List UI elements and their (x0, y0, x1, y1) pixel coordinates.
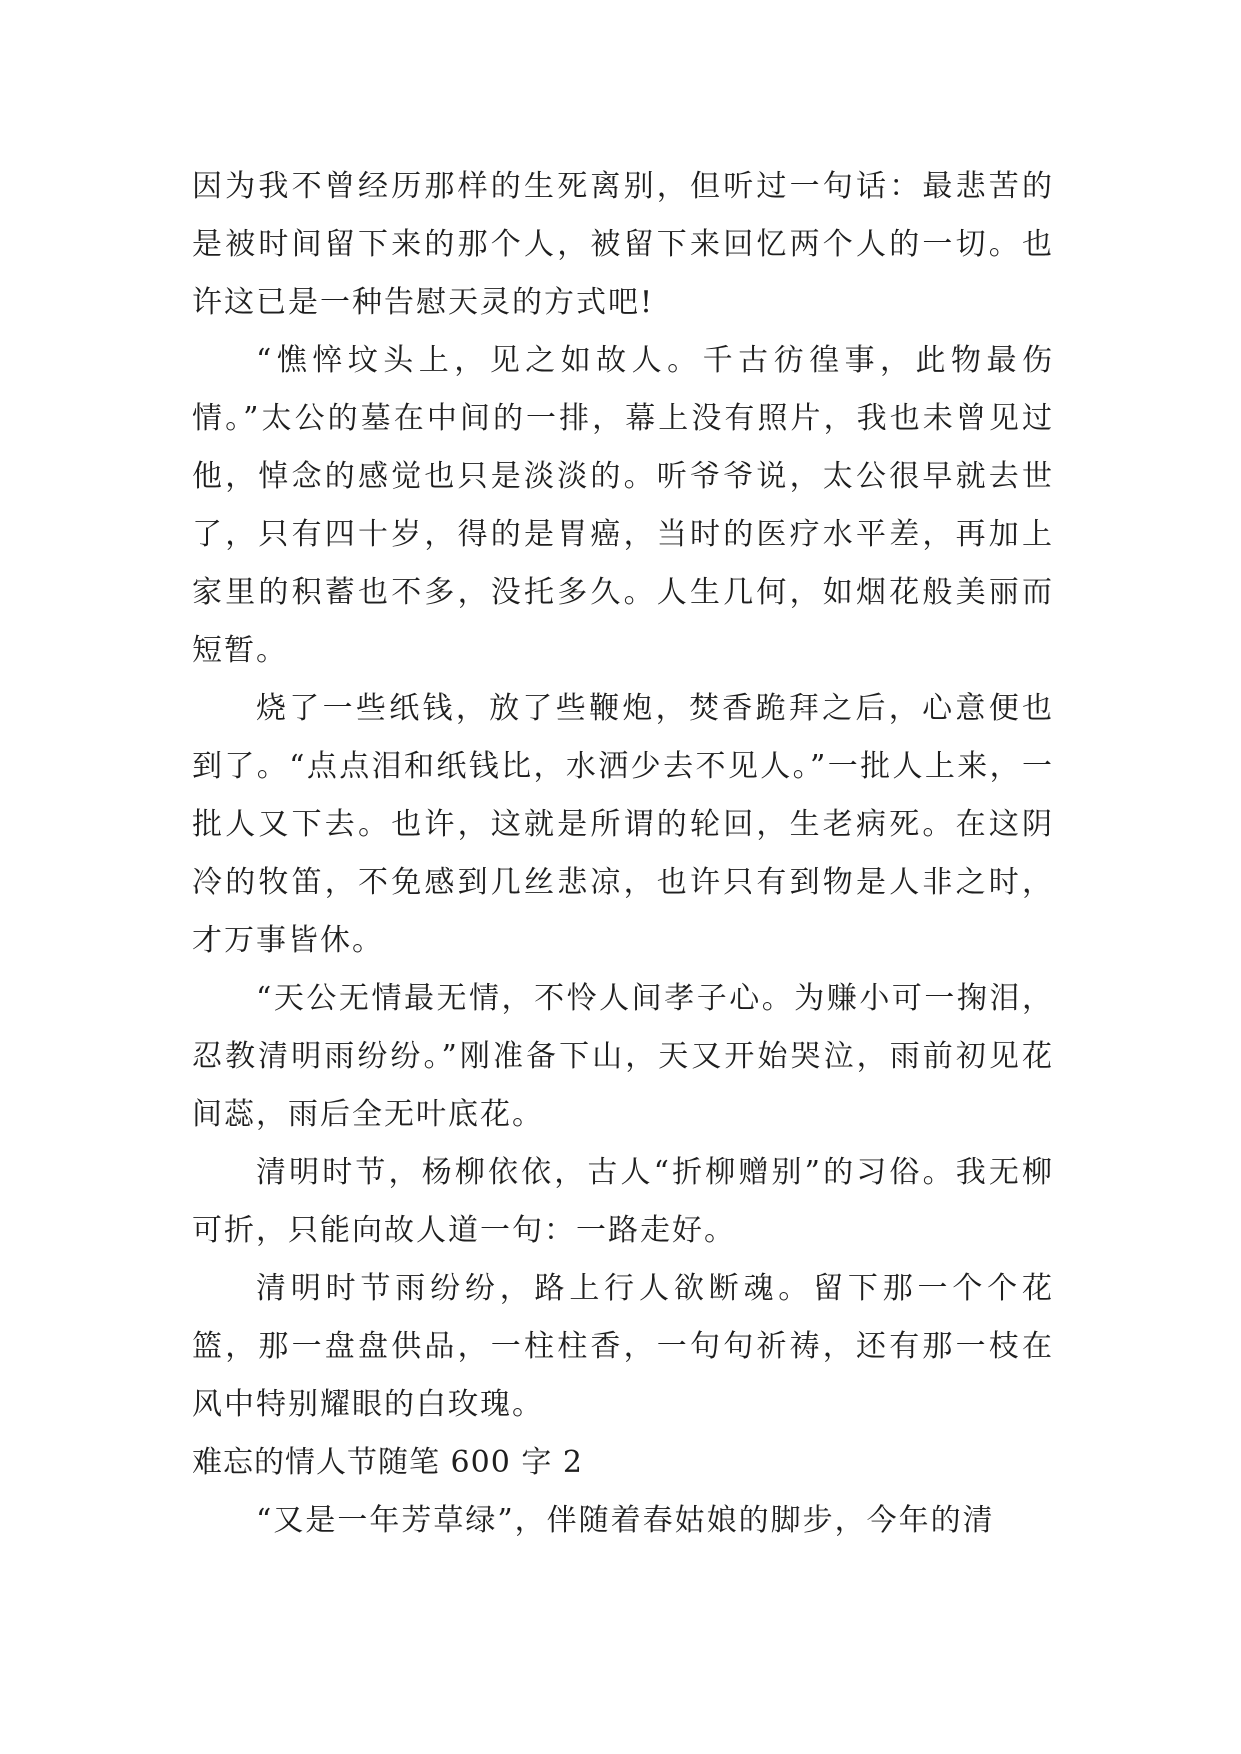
paragraph-6: 清明时节雨纷纷，路上行人欲断魂。留下那一个个花篮，那一盘盘供品，一柱柱香，一句句祈祷，还有那一枝在风中特别耀眼的白玫瑰。 (192, 1271, 1054, 1422)
document-body (192, 158, 1054, 1550)
paragraph-3: 烧了一些纸钱，放了些鞭炮，焚香跪拜之后，心意便也到了。“点点泪和纸钱比，水洒少去不见人。”一批人上来，一批人又下去。也许，这就是所谓的轮回，生老病死。在这阴冷的牧笛，不免感到几丝悲凉，也许只有到物是人非之时，才万事皆休。 (192, 691, 1054, 958)
paragraph-7: “又是一年芳草绿”，伴随着春姑娘的脚步，今年的清 (256, 1503, 995, 1538)
paragraph-4: “天公无情最无情，不怜人间孝子心。为赚小可一掬泪，忍教清明雨纷纷。”刚准备下山，天又开始哭泣，雨前初见花间蕊，雨后全无叶底花。 (192, 981, 1054, 1132)
paragraph-1: 因为我不曾经历那样的生死离别，但听过一句话：最悲苦的是被时间留下来的那个人，被留下来回忆两个人的一切。也许这已是一种告慰天灵的方式吧! (192, 169, 1054, 320)
paragraph-5: 清明时节，杨柳依依，古人“折柳赠别”的习俗。我无柳可折，只能向故人道一句：一路走好。 (192, 1155, 1054, 1248)
paragraph-2: “憔悴坟头上，见之如故人。千古彷徨事，此物最伤情。”太公的墓在中间的一排，幕上没有照片，我也未曾见过他，悼念的感觉也只是淡淡的。听爷爷说，太公很早就去世了，只有四十岁，得的是胃癌，当时的医疗水平差，再加上家里的积蓄也不多，没托多久。人生几何，如烟花般美丽而短暂。 (192, 343, 1054, 668)
section-heading: 难忘的情人节随笔 600 字 2 (192, 1445, 583, 1480)
